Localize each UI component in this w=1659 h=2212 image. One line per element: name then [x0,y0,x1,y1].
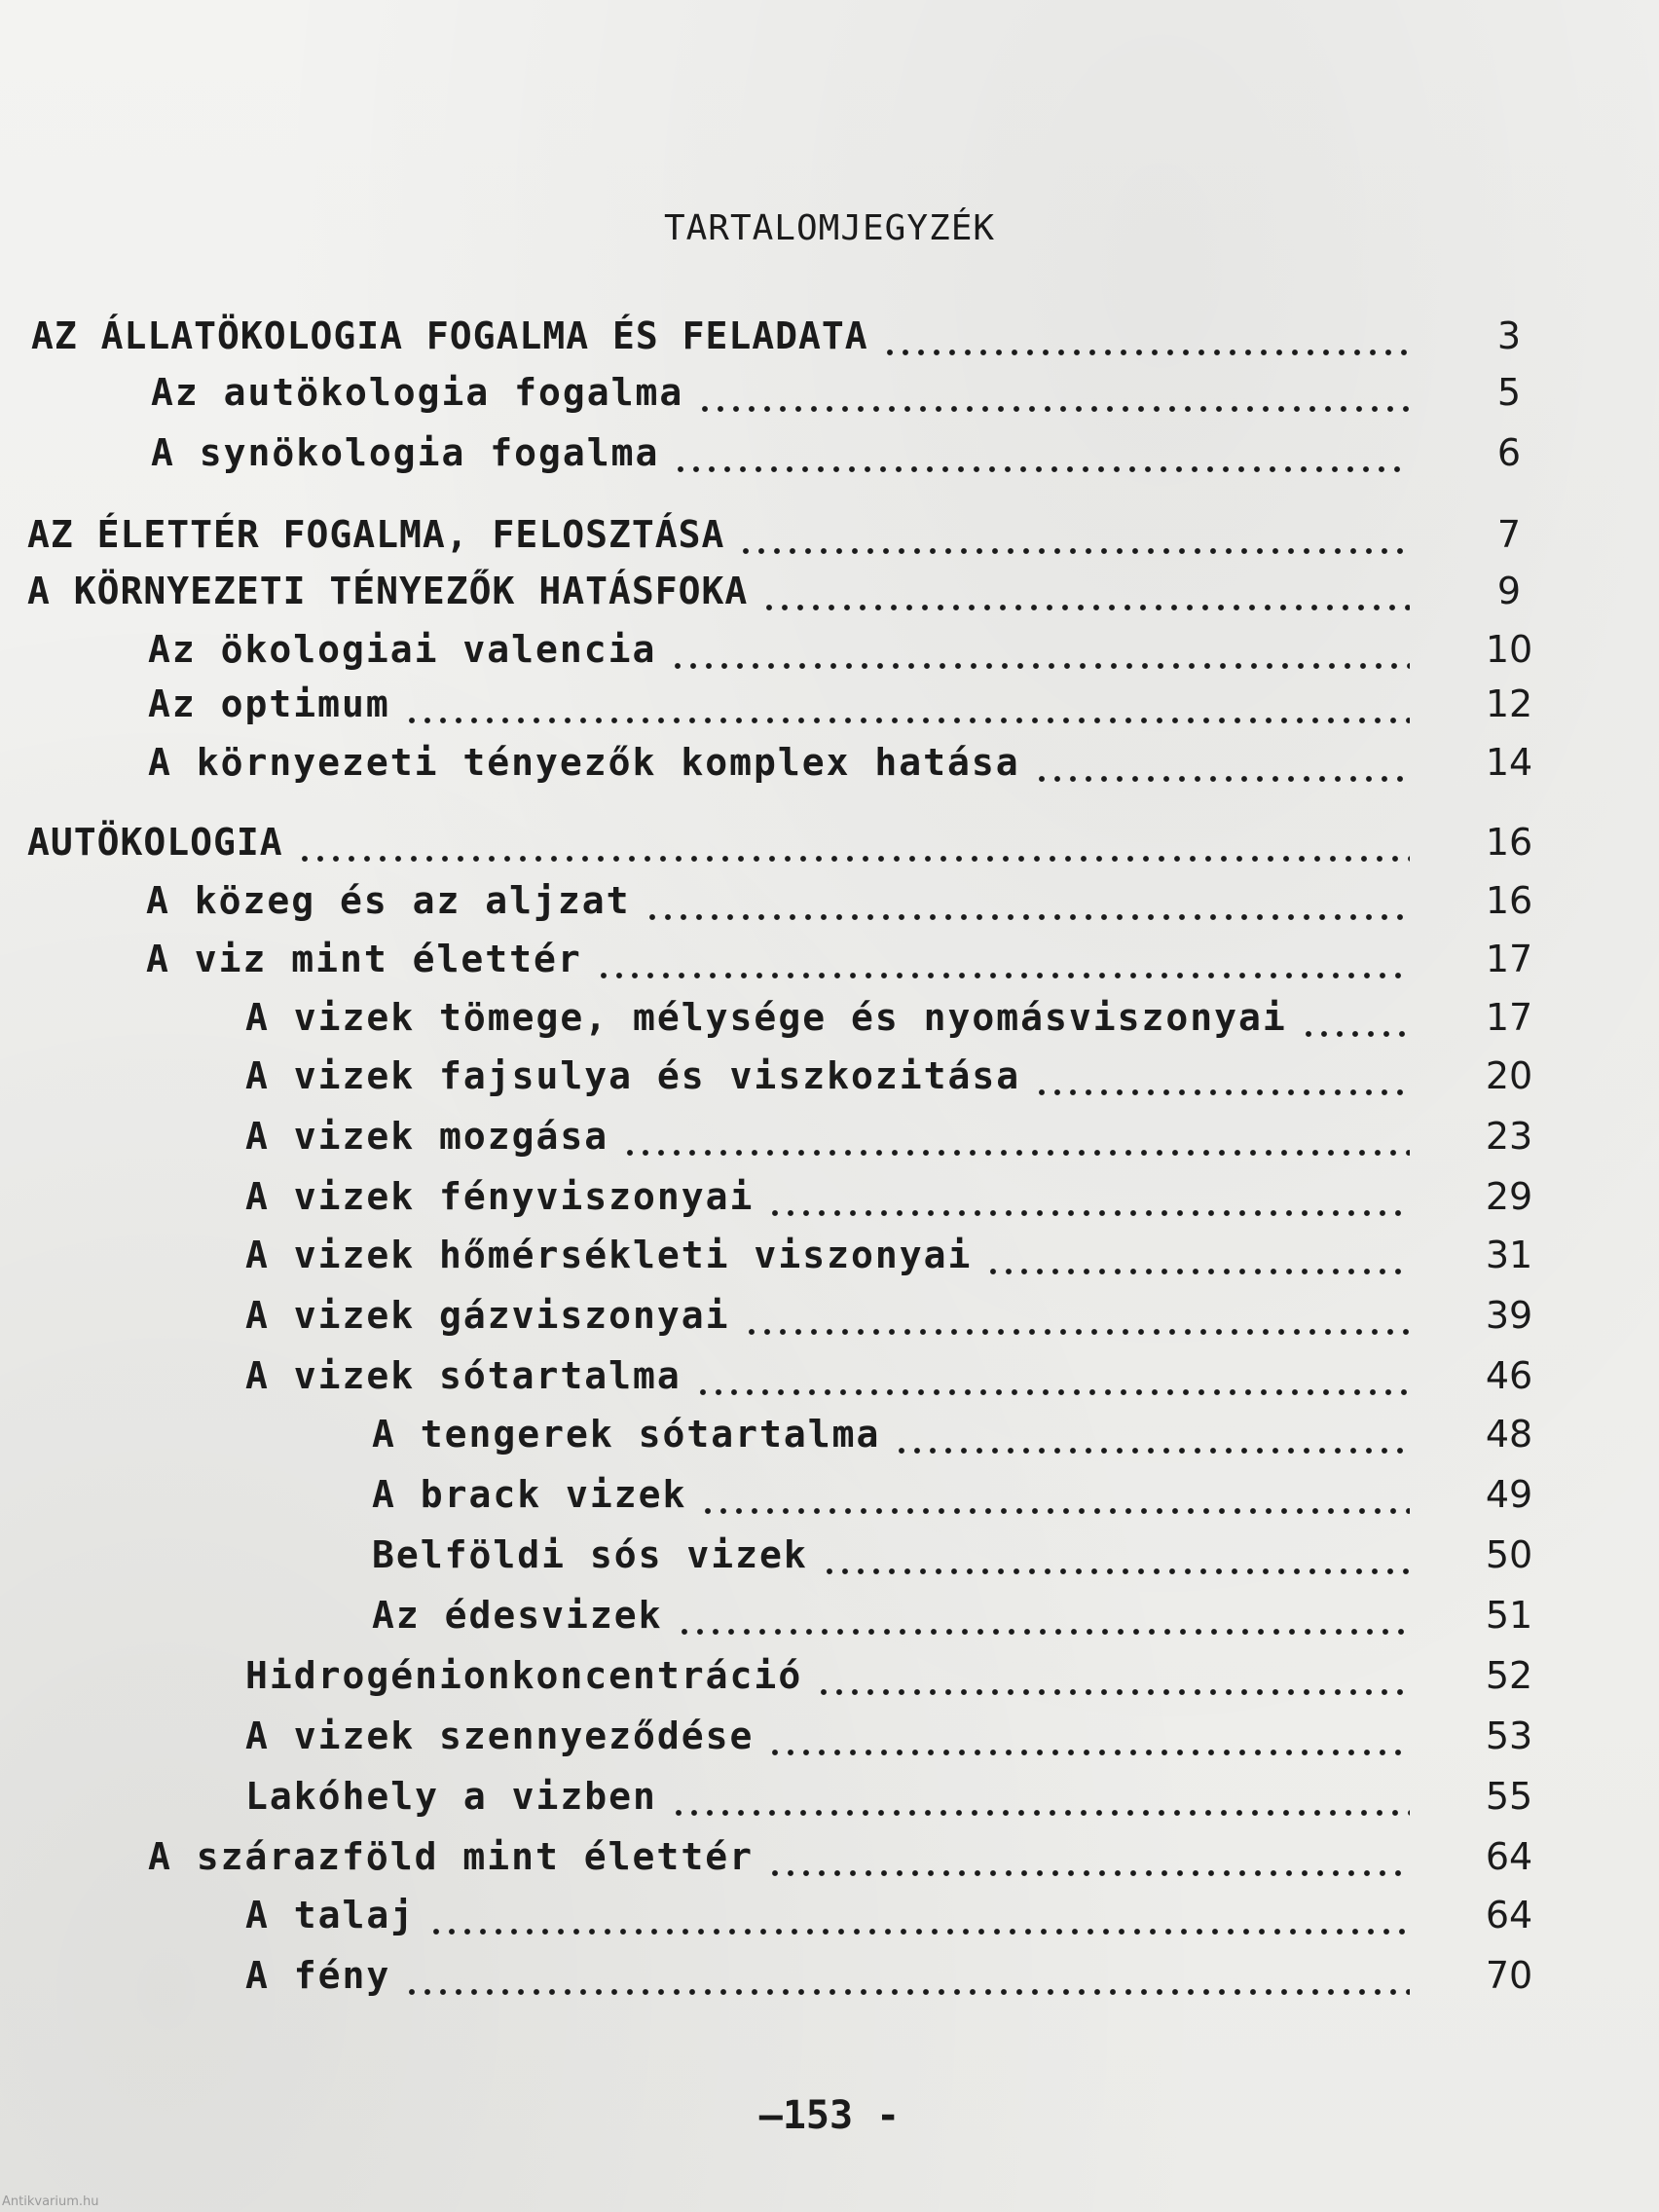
toc-entry [245,995,1533,1040]
toc-entry-page: 17 [1485,938,1533,980]
toc-entry [151,370,1522,415]
toc-entry-label: A vizek fényviszonyai [245,1175,755,1218]
toc-entry-label: Az autökologia fogalma [151,371,684,414]
toc-entry-page: 29 [1485,1175,1533,1218]
dot-leader [816,1653,1410,1698]
page-title: TARTALOMJEGYZÉK [663,208,996,248]
toc-entry-label: A közeg és az aljzat [146,879,631,922]
toc-entry-label: A tengerek sótartalma [372,1413,881,1456]
dot-leader [767,1174,1410,1219]
dot-leader [738,512,1410,557]
dot-leader [1034,1053,1410,1098]
toc-entry-label: Belföldi sós vizek [372,1533,808,1576]
dot-leader [1034,740,1410,785]
toc-entry-page: 20 [1485,1054,1533,1097]
toc-entry-page: 17 [1485,996,1533,1039]
toc-entry [245,1653,1533,1698]
toc-entry [148,627,1533,672]
toc-entry [372,1472,1533,1517]
dot-leader [697,370,1410,415]
toc-entry [245,1953,1533,1998]
dot-leader [645,878,1410,923]
dot-leader [761,569,1410,613]
toc-entry-label: A környezeti tényezők komplex hatása [148,741,1020,784]
dot-leader [695,1353,1410,1398]
toc-entry [245,1893,1533,1937]
toc-entry-page: 52 [1485,1654,1533,1697]
toc-entry-label: A vizek hőmérsékleti viszonyai [245,1234,973,1276]
toc-entry-page: 6 [1496,431,1522,474]
toc-entry-page: 46 [1485,1354,1533,1397]
toc-entry-label: AZ ÉLETTÉR FOGALMA, FELOSZTÁSA [27,513,725,556]
dot-leader [1301,995,1410,1040]
toc-entry-label: A vizek gázviszonyai [245,1294,730,1337]
toc-entry [146,937,1533,981]
toc-entry [27,512,1522,557]
toc-entry-label: Lakóhely a vizben [245,1775,657,1818]
toc-entry-page: 53 [1485,1714,1533,1757]
toc-entry-label: A viz mint élettér [146,938,582,980]
dot-leader [671,1774,1410,1819]
dot-leader [622,1114,1410,1159]
dot-leader [428,1893,1410,1937]
toc-entry-label: A vizek tömege, mélysége és nyomásviszonyai [245,996,1287,1039]
toc-entry-page: 9 [1496,570,1522,612]
toc-entry [245,1293,1533,1338]
toc-entry [245,1774,1533,1819]
toc-entry [148,740,1533,785]
toc-entry [151,430,1522,475]
toc-entry [245,1233,1533,1277]
toc-entry-label: A szárazföld mint élettér [148,1835,754,1878]
toc-entry [146,878,1533,923]
toc-entry-page: 3 [1496,314,1522,357]
toc-entry [372,1412,1533,1456]
toc-entry-label: Az optimum [148,682,390,725]
dot-leader [404,682,1410,726]
toc-entry-label: A brack vizek [372,1473,687,1516]
toc-entry-label: A vizek fajsulya és viszkozitása [245,1054,1021,1097]
dot-leader [744,1293,1410,1338]
toc-entry [27,820,1533,865]
toc-entry-label: AUTÖKOLOGIA [27,821,283,864]
dot-leader [700,1472,1410,1517]
toc-entry [372,1593,1533,1638]
toc-entry-page: 55 [1485,1775,1533,1818]
dot-leader [882,313,1410,358]
toc-entry-page: 10 [1485,628,1533,671]
toc-entry [31,313,1522,358]
page-number-footer: —153 - [758,2093,901,2138]
toc-entry-page: 23 [1485,1115,1533,1158]
dot-leader [985,1233,1410,1277]
toc-entry-page: 12 [1485,682,1533,725]
dot-leader [596,937,1410,981]
toc-entry-page: 31 [1485,1234,1533,1276]
dot-leader [677,1593,1410,1638]
dot-leader [297,820,1410,865]
toc-entry [372,1532,1533,1577]
dot-leader [404,1953,1410,1998]
toc-entry-label: A vizek szennyeződése [245,1714,755,1757]
toc-entry [148,1834,1533,1879]
toc-entry [27,569,1522,613]
toc-entry-label: Hidrogénionkoncentráció [245,1654,803,1697]
dot-leader [894,1412,1410,1456]
toc-entry-page: 48 [1485,1413,1533,1456]
toc-entry-label: Az ökologiai valencia [148,628,657,671]
toc-entry-page: 16 [1485,821,1533,864]
toc-entry [245,1714,1533,1758]
dot-leader [767,1834,1410,1879]
toc-entry-page: 39 [1485,1294,1533,1337]
toc-entry-label: Az édesvizek [372,1594,663,1637]
toc-entry-page: 51 [1485,1594,1533,1637]
toc-entry-label: A fény [245,1954,391,1997]
toc-entry-page: 64 [1485,1835,1533,1878]
toc-entry-page: 14 [1485,741,1533,784]
dot-leader [822,1532,1410,1577]
dot-leader [673,430,1410,475]
dot-leader [767,1714,1410,1758]
toc-entry-page: 7 [1496,513,1522,556]
toc-entry-page: 49 [1485,1473,1533,1516]
toc-entry-label: A synökologia fogalma [151,431,660,474]
toc-entry-label: A KÖRNYEZETI TÉNYEZŐK HATÁSFOKA [27,570,749,612]
toc-entry [245,1114,1533,1159]
toc-entry-page: 70 [1485,1954,1533,1997]
dot-leader [670,627,1410,672]
toc-entry-page: 64 [1485,1894,1533,1936]
watermark: Antikvarium.hu [2,2194,99,2209]
toc-entry-label: A talaj [245,1894,416,1936]
toc-entry-page: 16 [1485,879,1533,922]
toc-entry-label: AZ ÁLLATÖKOLOGIA FOGALMA ÉS FELADATA [31,314,868,357]
toc-entry-label: A vizek mozgása [245,1115,609,1158]
toc-entry [245,1053,1533,1098]
toc-entry-page: 50 [1485,1533,1533,1576]
toc-entry [245,1174,1533,1219]
toc-entry-page: 5 [1496,371,1522,414]
toc-entry [148,682,1533,726]
toc-entry-label: A vizek sótartalma [245,1354,682,1397]
toc-entry [245,1353,1533,1398]
